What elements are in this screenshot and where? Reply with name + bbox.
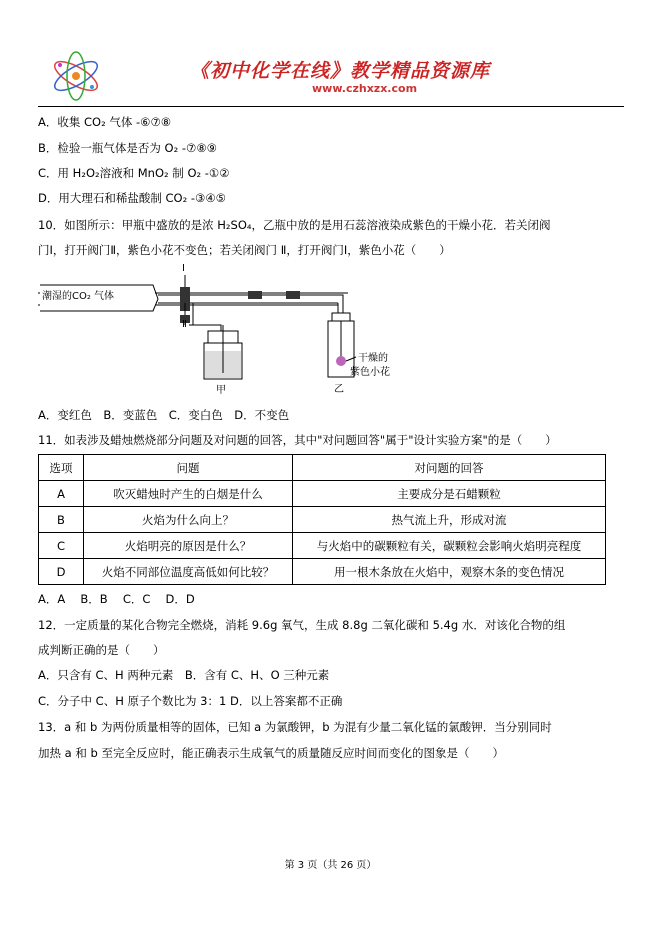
table-header-cell: 问题 [84,455,293,481]
flower-icon [336,356,346,366]
table-row [39,559,606,585]
q10-apparatus-figure [38,263,394,398]
figure-bottle-yi: 乙 [334,384,344,395]
q11-stem: 11．如表涉及蜡烛燃烧部分问题及对问题的回答，其中"对问题回答"属于"设计实验方案"的是（ ） [38,433,557,447]
figure-valve-1: Ⅰ [182,263,185,274]
table-header-row [39,455,606,481]
q13-stem-line1: 13．a 和 b 为两份质量相等的固体，已知 a 为氯酸钾，b 为混有少量二氧化锰的氯酸钾．当分别同时 [38,720,552,734]
q13-stem-line2: 加热 a 和 b 至完全反应时，能正确表示生成氧气的质量随反应时间而变化的图象是（ ） [38,746,504,760]
figure-valve-2: Ⅱ [182,319,187,330]
table-row [39,507,606,533]
table-cell: A [39,481,84,507]
table-cell: C [39,533,84,559]
q9-option-a: A．收集 CO₂ 气体 -⑥⑦⑧ [38,115,172,129]
table-cell: 热气流上升，形成对流 [293,507,606,533]
header-title: 《初中化学在线》教学精品资源库 [190,60,491,82]
table-cell: 主要成分是石蜡颗粒 [293,481,606,507]
q10-stem-line1: 10．如图所示：甲瓶中盛放的是浓 H₂SO₄，乙瓶中放的是用石蕊溶液染成紫色的干燥小花．若关闭阀 [38,218,551,232]
q11-options: A．A B．B C．C D．D [38,592,195,606]
q11-table [38,454,606,585]
q12-stem-line1: 12．一定质量的某化合物完全燃烧，消耗 9.6g 氧气，生成 8.8g 二氧化碳和 5.4g 水．对该化合物的组 [38,618,566,632]
figure-gas-label: 潮湿的CO₂ 气体 [42,291,115,302]
table-cell: 火焰明亮的原因是什么？ [84,533,293,559]
table-header-cell: 选项 [39,455,84,481]
table-cell: B [39,507,84,533]
q12-options-cd: C．分子中 C、H 原子个数比为 3：1 D．以上答案都不正确 [38,694,343,708]
header-divider [38,106,624,107]
table-cell: 用一根木条放在火焰中，观察木条的变色情况 [293,559,606,585]
table-header-cell: 对问题的回答 [293,455,606,481]
figure-flower-label-1: 干燥的 [358,353,388,364]
q9-option-b: B．检验一瓶气体是否为 O₂ -⑦⑧⑨ [38,141,217,155]
table-cell: 吹灭蜡烛时产生的白烟是什么 [84,481,293,507]
figure-bottle-jia: 甲 [216,385,226,396]
figure-flower-label-2: 紫色小花 [350,367,390,378]
q9-option-c: C．用 H₂O₂溶液和 MnO₂ 制 O₂ -①② [38,166,230,180]
table-row [39,481,606,507]
q12-options-ab: A．只含有 C、H 两种元素 B．含有 C、H、O 三种元素 [38,668,330,682]
q10-stem-line2: 门Ⅰ，打开阀门Ⅱ，紫色小花不变色；若关闭阀门 Ⅱ，打开阀门Ⅰ，紫色小花（ ） [38,243,451,257]
q10-options: A．变红色 B．变蓝色 C．变白色 D．不变色 [38,408,290,422]
q12-stem-line2: 成判断正确的是（ ） [38,643,165,657]
page-footer: 第 3 页（共 26 页） [284,860,377,871]
table-cell: 与火焰中的碳颗粒有关，碳颗粒会影响火焰明亮程度 [293,533,606,559]
table-cell: 火焰不同部位温度高低如何比较？ [84,559,293,585]
table-cell: 火焰为什么向上？ [84,507,293,533]
header-url: www.czhxzx.com [312,82,418,95]
table-cell: D [39,559,84,585]
q9-option-d: D．用大理石和稀盐酸制 CO₂ -③④⑤ [38,191,226,205]
table-row [39,533,606,559]
atom-logo-icon [46,47,116,105]
